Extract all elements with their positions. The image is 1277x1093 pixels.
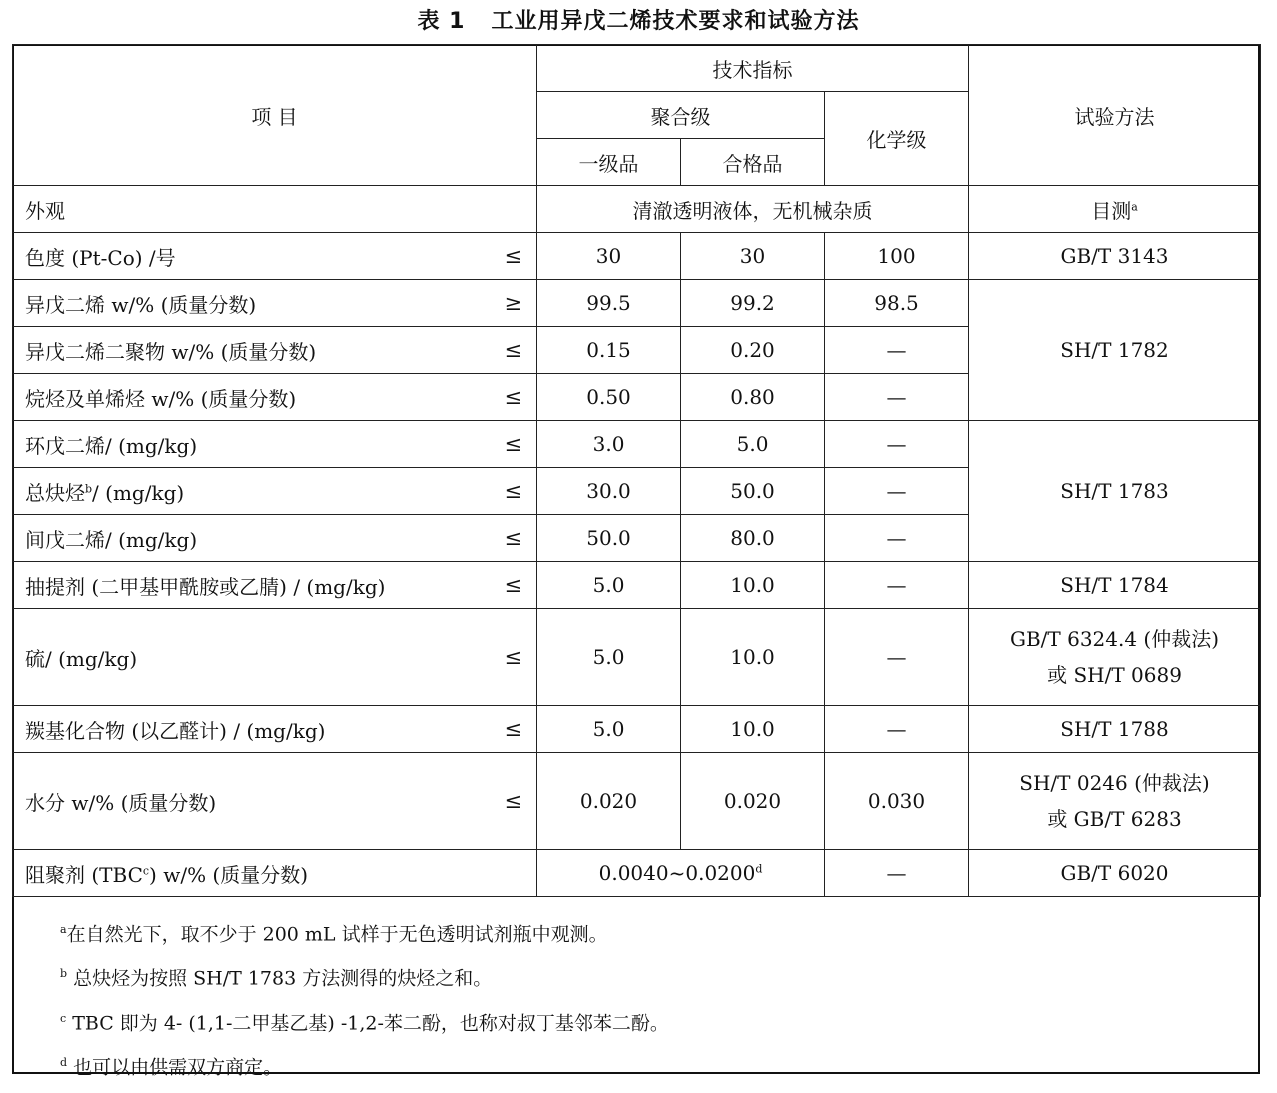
row-operator: ≤ [491, 233, 537, 280]
row-grade1: 0.020 [537, 753, 681, 850]
row-chem: — [825, 374, 969, 421]
row-qualified: 0.020 [681, 753, 825, 850]
row-item: 总炔烃$^b$/ (mg/kg) [13, 468, 491, 515]
table-row [13, 609, 1261, 706]
table-title [0, 4, 1277, 35]
row-qualified: 30 [681, 233, 825, 280]
row-grade1: 99.5 [537, 280, 681, 327]
row-method: SH/T 1784 [969, 562, 1261, 609]
row-operator: ≤ [491, 562, 537, 609]
row-grade1: 5.0 [537, 706, 681, 753]
row-merged-value: 0.0040~0.0200$^d$ [537, 850, 825, 897]
row-method: GB/T 3143 [969, 233, 1261, 280]
header-poly: 聚合级 [537, 92, 825, 139]
row-operator: ≤ [491, 753, 537, 850]
table-row [13, 706, 1261, 753]
row-qualified: 5.0 [681, 421, 825, 468]
table-row [13, 280, 1261, 327]
header-tech: 技术指标 [537, 45, 969, 92]
row-chem: 0.030 [825, 753, 969, 850]
row-chem: — [825, 706, 969, 753]
row-grade1: 30.0 [537, 468, 681, 515]
footnote: $^d$ 也可以由供需双方商定。 [60, 1055, 283, 1079]
row-chem: 100 [825, 233, 969, 280]
row-method: SH/T 1783 [969, 421, 1261, 562]
row-chem: — [825, 609, 969, 706]
row-operator: ≤ [491, 609, 537, 706]
row-method: SH/T 1788 [969, 706, 1261, 753]
row-chem: — [825, 468, 969, 515]
row-operator: ≤ [491, 706, 537, 753]
table-row [13, 753, 1261, 850]
row-method: SH/T 1782 [969, 280, 1261, 421]
table-number: 表 1 [417, 9, 466, 34]
header-chem: 化学级 [825, 92, 969, 186]
row-operator: ≤ [491, 327, 537, 374]
row-item: 异戊二烯二聚物 w/% (质量分数) [13, 327, 491, 374]
row-qualified: 80.0 [681, 515, 825, 562]
row-qualified: 10.0 [681, 706, 825, 753]
row-grade1: 3.0 [537, 421, 681, 468]
row-item: 间戊二烯/ (mg/kg) [13, 515, 491, 562]
footnote: $^a$在自然光下，取不少于 200 mL 试样于无色透明试剂瓶中观测。 [60, 923, 608, 946]
row-chem: 98.5 [825, 280, 969, 327]
header-qualified: 合格品 [681, 139, 825, 186]
row-qualified: 0.20 [681, 327, 825, 374]
row-chem: — [825, 421, 969, 468]
row-item: 环戊二烯/ (mg/kg) [13, 421, 491, 468]
row-method: GB/T 6324.4 (仲裁法) 或 SH/T 0689 [969, 609, 1261, 706]
row-grade1: 30 [537, 233, 681, 280]
header-item: 项 目 [13, 45, 537, 186]
table-row [13, 421, 1261, 468]
row-chem: — [825, 515, 969, 562]
row-operator: ≤ [491, 515, 537, 562]
header-row-1 [13, 45, 1261, 92]
row-qualified: 99.2 [681, 280, 825, 327]
row-grade1: 5.0 [537, 609, 681, 706]
table-row [13, 562, 1261, 609]
row-chem: — [825, 562, 969, 609]
row-method: GB/T 6020 [969, 850, 1261, 897]
row-operator: ≥ [491, 280, 537, 327]
header-method: 试验方法 [969, 45, 1261, 186]
row-qualified: 50.0 [681, 468, 825, 515]
row-operator: ≤ [491, 374, 537, 421]
footnote: $^b$ 总炔烃为按照 SH/T 1783 方法测得的炔烃之和。 [60, 967, 493, 990]
footnote: $^c$ TBC 即为 4- (1,1-二甲基乙基) -1,2-苯二酚，也称对叔丁基邻苯二酚。 [60, 1011, 669, 1034]
row-qualified: 0.80 [681, 374, 825, 421]
row-item: 抽提剂 (二甲基甲酰胺或乙腈) / (mg/kg) [13, 562, 491, 609]
row-chem: — [825, 327, 969, 374]
row-chem: — [825, 850, 969, 897]
row-method: 目测$^a$ [969, 186, 1261, 233]
row-item: 硫/ (mg/kg) [13, 609, 491, 706]
row-grade1: 0.15 [537, 327, 681, 374]
row-item: 异戊二烯 w/% (质量分数) [13, 280, 491, 327]
row-item: 外观 [13, 186, 537, 233]
table-row [13, 233, 1261, 280]
row-grade1: 0.50 [537, 374, 681, 421]
row-operator: ≤ [491, 468, 537, 515]
row-qualified: 10.0 [681, 609, 825, 706]
table-title-text: 工业用异戊二烯技术要求和试验方法 [491, 9, 860, 34]
row-item: 阻聚剂 (TBC$^c$) w/% (质量分数) [13, 850, 537, 897]
row-item: 色度 (Pt-Co) /号 [13, 233, 491, 280]
header-grade1: 一级品 [537, 139, 681, 186]
table-row [13, 850, 1261, 897]
row-qualified: 10.0 [681, 562, 825, 609]
row-item: 烷烃及单烯烃 w/% (质量分数) [13, 374, 491, 421]
row-method: SH/T 0246 (仲裁法) 或 GB/T 6283 [969, 753, 1261, 850]
row-grade1: 5.0 [537, 562, 681, 609]
footnotes [60, 910, 669, 1087]
row-grade1: 50.0 [537, 515, 681, 562]
row-item: 水分 w/% (质量分数) [13, 753, 491, 850]
row-merged-value: 清澈透明液体，无机械杂质 [537, 186, 969, 233]
spec-table [12, 44, 1261, 897]
table-row [13, 186, 1261, 233]
row-operator: ≤ [491, 421, 537, 468]
row-item: 羰基化合物 (以乙醛计) / (mg/kg) [13, 706, 491, 753]
